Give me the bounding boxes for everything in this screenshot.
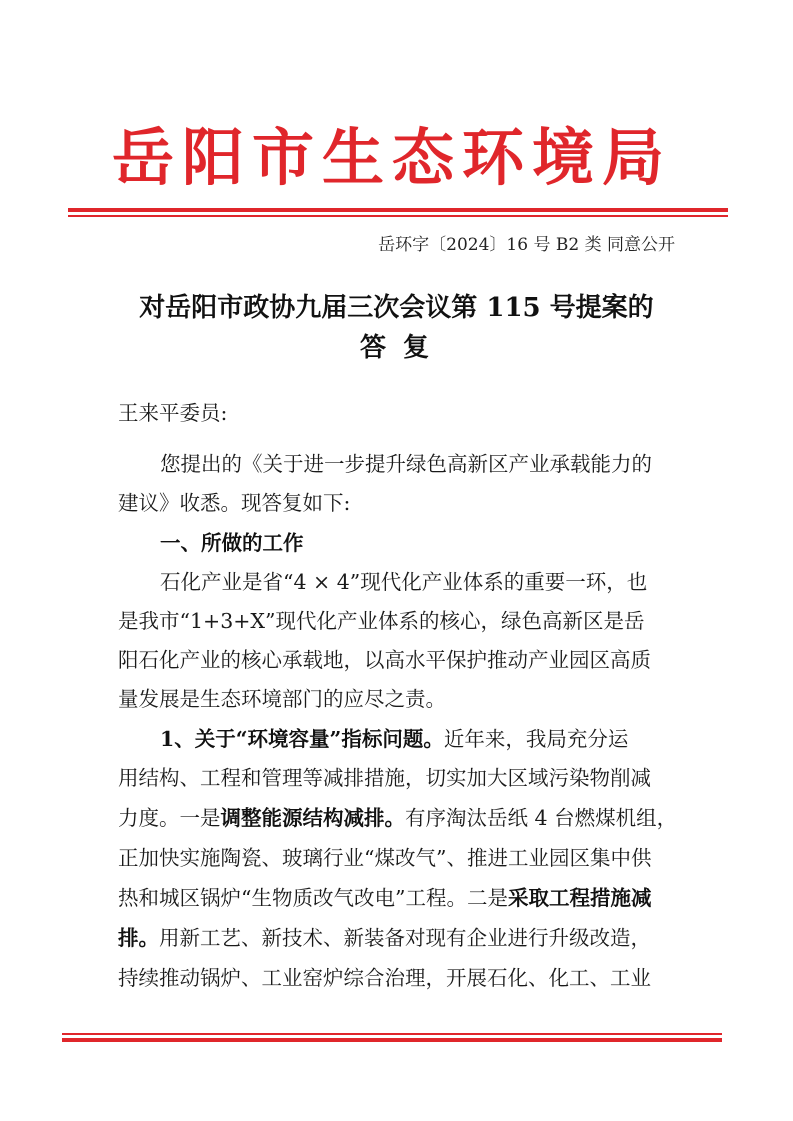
item-1-line-3 <box>118 803 678 833</box>
paragraph-1-line-4: 量发展是生态环境部门的应尽之责。 <box>118 687 446 711</box>
item-1-text: 近年来，我局充分运 <box>443 727 629 751</box>
document-title-line-2: 答 复 <box>359 333 434 363</box>
paragraph-1-line-1: 石化产业是省“4 × 4”现代化产业体系的重要一环，也 <box>160 570 648 594</box>
intro-line-2: 建议》收悉。现答复如下: <box>118 491 351 515</box>
item-1-heading: 1、关于“环境容量”指标问题。 <box>160 727 444 751</box>
item-1-text: 力度。一是 <box>118 806 221 830</box>
item-1-emphasis: 排。 <box>118 926 159 950</box>
paragraph-1-line-2: 是我市“1+3+X”现代化产业体系的核心，绿色高新区是岳 <box>118 609 645 633</box>
item-1-line-6 <box>118 923 678 953</box>
item-1-line-5 <box>118 883 678 913</box>
item-1-text: 热和城区锅炉“生物质改气改电”工程。二是 <box>118 886 508 910</box>
letterhead-title: 岳阳市生态环境局 <box>112 121 673 194</box>
letterhead-rule-thin <box>68 215 728 217</box>
item-1-emphasis: 调整能源结构减排。 <box>220 806 405 830</box>
item-1-text: 有序淘汰岳纸 4 台燃煤机组， <box>405 806 678 830</box>
footer-rule-thin <box>62 1033 722 1035</box>
item-1-line-4: 正加快实施陶瓷、玻璃行业“煤改气”、推进工业园区集中供 <box>118 846 652 870</box>
salutation: 王来平委员: <box>118 401 228 425</box>
item-1-text: 用新工艺、新技术、新装备对现有企业进行升级改造， <box>159 926 651 950</box>
item-1-line-7: 持续推动锅炉、工业窑炉综合治理，开展石化、化工、工业 <box>118 966 651 990</box>
item-1-line-2: 用结构、工程和管理等减排措施，切实加大区域污染物削减 <box>118 766 651 790</box>
document-number: 岳环字〔2024〕16 号 B2 类 同意公开 <box>378 235 675 255</box>
intro-line-1: 您提出的《关于进一步提升绿色高新区产业承载能力的 <box>160 452 652 476</box>
footer-rule-thick <box>62 1038 722 1042</box>
item-1-line-1 <box>160 724 678 754</box>
document-title-line-1: 对岳阳市政协九届三次会议第 115 号提案的 <box>139 293 654 323</box>
paragraph-1-line-3: 阳石化产业的核心承载地，以高水平保护推动产业园区高质 <box>118 648 651 672</box>
section-heading-1: 一、所做的工作 <box>160 531 304 555</box>
letterhead-rule-thick <box>68 208 728 212</box>
item-1-emphasis: 采取工程措施减 <box>507 886 652 910</box>
